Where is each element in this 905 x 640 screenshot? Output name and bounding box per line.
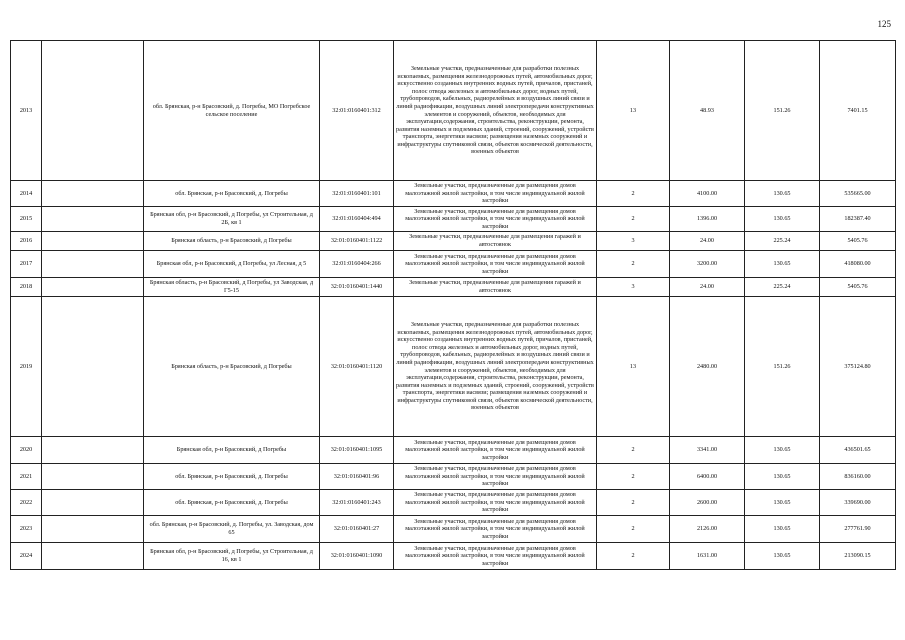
row-number: 2024 xyxy=(11,543,42,570)
address-cell: Брянская обл, р-н Брасовский, д Погребы, ул Лесная, д 5 xyxy=(144,251,320,278)
area-cell: 3341.00 xyxy=(670,437,745,464)
cadastral-cost-cell: 436501.65 xyxy=(820,437,896,464)
table-row xyxy=(11,464,896,490)
cadastral-number-cell: 32:01:0160401:96 xyxy=(320,464,394,490)
area-cell: 6400.00 xyxy=(670,464,745,490)
land-use-cell: Земельные участки, предназначенные для разработки полезных ископаемых, размещения железнодорожных путей, автомобильных дорог, искусственно созданных внутренних водных путей, причалов, пристаней, полос отвода железных и автомобильных дорог, водных путей, трубопроводов, кабельных, радиорелейных и воздушных линий связи и линий радиофикации, воздушных линий электропередачи конструктивных элементов и сооружений, объектов, необходимых для эксплуатации,содержания, строительства, реконструкции, ремонта, развития наземных и подземных зданий, строений, сооружений, устройств транспорта, энергетики иасвязи; размещения наземных сооружений и инфраструктуры спутниковой связи, объектов космической деятельности, военных объектов xyxy=(394,41,597,181)
area-cell: 1631.00 xyxy=(670,543,745,570)
cadastral-register-table xyxy=(10,40,896,570)
group-cell: 3 xyxy=(597,232,670,251)
empty-cell xyxy=(42,232,144,251)
address-cell: обл. Брянская, р-н Брасовский, д. Погребы, МО Погребское сельское поселение xyxy=(144,41,320,181)
rate-cell: 225.24 xyxy=(745,278,820,297)
page-number: 125 xyxy=(877,19,891,29)
land-use-cell: Земельные участки, предназначенные для размещения домов малоэтажной жилой застройки, в том числе индивидуальной жилой застройки xyxy=(394,516,597,543)
group-cell: 2 xyxy=(597,181,670,207)
land-use-cell: Земельные участки, предназначенные для размещения домов малоэтажной жилой застройки, в том числе индивидуальной жилой застройки xyxy=(394,464,597,490)
address-cell: обл. Брянская, р-н Брасовский, д. Погребы, ул. Заводская, дом 65 xyxy=(144,516,320,543)
group-cell: 2 xyxy=(597,437,670,464)
cadastral-number-cell: 32:01:0160401:243 xyxy=(320,490,394,516)
area-cell: 24.00 xyxy=(670,278,745,297)
table-row xyxy=(11,543,896,570)
rate-cell: 225.24 xyxy=(745,232,820,251)
table-row xyxy=(11,278,896,297)
area-cell: 1396.00 xyxy=(670,207,745,232)
rate-cell: 151.26 xyxy=(745,41,820,181)
group-cell: 3 xyxy=(597,278,670,297)
rate-cell: 130.65 xyxy=(745,516,820,543)
row-number: 2021 xyxy=(11,464,42,490)
area-cell: 3200.00 xyxy=(670,251,745,278)
group-cell: 13 xyxy=(597,41,670,181)
rate-cell: 151.26 xyxy=(745,297,820,437)
cadastral-cost-cell: 535665.00 xyxy=(820,181,896,207)
area-cell: 2480.00 xyxy=(670,297,745,437)
empty-cell xyxy=(42,516,144,543)
row-number: 2015 xyxy=(11,207,42,232)
row-number: 2013 xyxy=(11,41,42,181)
row-number: 2019 xyxy=(11,297,42,437)
table-row xyxy=(11,41,896,181)
group-cell: 2 xyxy=(597,490,670,516)
rate-cell: 130.65 xyxy=(745,207,820,232)
cadastral-cost-cell: 182387.40 xyxy=(820,207,896,232)
cadastral-number-cell: 32:01:0160401:27 xyxy=(320,516,394,543)
address-cell: Брянская область, р-н Брасовский, д Погребы xyxy=(144,232,320,251)
cadastral-number-cell: 32:01:0160401:1440 xyxy=(320,278,394,297)
row-number: 2020 xyxy=(11,437,42,464)
empty-cell xyxy=(42,464,144,490)
cadastral-cost-cell: 339690.00 xyxy=(820,490,896,516)
rate-cell: 130.65 xyxy=(745,490,820,516)
area-cell: 4100.00 xyxy=(670,181,745,207)
table-row xyxy=(11,251,896,278)
cadastral-cost-cell: 7401.15 xyxy=(820,41,896,181)
address-cell: Брянская область, р-н Брасовский, д Погребы xyxy=(144,297,320,437)
address-cell: обл. Брянская, р-н Брасовский, д. Погребы xyxy=(144,181,320,207)
land-use-cell: Земельные участки, предназначенные для размещения домов малоэтажной жилой застройки, в том числе индивидуальной жилой застройки xyxy=(394,490,597,516)
cadastral-cost-cell: 375124.80 xyxy=(820,297,896,437)
empty-cell xyxy=(42,297,144,437)
area-cell: 24.00 xyxy=(670,232,745,251)
cadastral-number-cell: 32:01:0160401:1095 xyxy=(320,437,394,464)
address-cell: обл. Брянская, р-н Брасовский, д. Погребы xyxy=(144,464,320,490)
cadastral-cost-cell: 836160.00 xyxy=(820,464,896,490)
land-use-cell: Земельные участки, предназначенные для разработки полезных ископаемых, размещения железнодорожных путей, автомобильных дорог, искусственно созданных внутренних водных путей, причалов, пристаней, полос отвода железных и автомобильных дорог, водных путей, трубопроводов, кабельных, радиорелейных и воздушных линий связи и линий радиофикации, воздушных линий электропередачи конструктивных элементов и сооружений, объектов, необходимых для эксплуатации,содержания, строительства, реконструкции, ремонта, развития наземных и подземных зданий, строений, сооружений, устройств транспорта, энергетики иасвязи; размещения наземных сооружений и инфраструктуры спутниковой связи, объектов космической деятельности, военных объектов xyxy=(394,297,597,437)
table-row xyxy=(11,181,896,207)
empty-cell xyxy=(42,437,144,464)
rate-cell: 130.65 xyxy=(745,181,820,207)
rate-cell: 130.65 xyxy=(745,437,820,464)
row-number: 2017 xyxy=(11,251,42,278)
address-cell: Брянская обл, р-н Брасовский, д Погребы xyxy=(144,437,320,464)
cadastral-number-cell: 32:01:0160401:1120 xyxy=(320,297,394,437)
address-cell: Брянская обл, р-н Брасовский, д Погребы, ул Строительная, д 16, кв 1 xyxy=(144,543,320,570)
group-cell: 2 xyxy=(597,516,670,543)
empty-cell xyxy=(42,207,144,232)
cadastral-number-cell: 32:01:0160404:494 xyxy=(320,207,394,232)
row-number: 2014 xyxy=(11,181,42,207)
cadastral-number-cell: 32:01:0160401:312 xyxy=(320,41,394,181)
area-cell: 2126.00 xyxy=(670,516,745,543)
group-cell: 2 xyxy=(597,543,670,570)
rate-cell: 130.65 xyxy=(745,251,820,278)
empty-cell xyxy=(42,41,144,181)
cadastral-cost-cell: 5405.76 xyxy=(820,278,896,297)
land-use-cell: Земельные участки, предназначенные для размещения домов малоэтажной жилой застройки, в том числе индивидуальной жилой застройки xyxy=(394,543,597,570)
group-cell: 2 xyxy=(597,464,670,490)
land-use-cell: Земельные участки, предназначенные для размещения домов малоэтажной жилой застройки, в том числе индивидуальной жилой застройки xyxy=(394,437,597,464)
table-row xyxy=(11,490,896,516)
group-cell: 2 xyxy=(597,251,670,278)
group-cell: 13 xyxy=(597,297,670,437)
group-cell: 2 xyxy=(597,207,670,232)
cadastral-cost-cell: 277761.90 xyxy=(820,516,896,543)
empty-cell xyxy=(42,278,144,297)
land-use-cell: Земельные участки, предназначенные для размещения домов малоэтажной жилой застройки, в том числе индивидуальной жилой застройки xyxy=(394,207,597,232)
row-number: 2023 xyxy=(11,516,42,543)
cadastral-cost-cell: 418080.00 xyxy=(820,251,896,278)
area-cell: 2600.00 xyxy=(670,490,745,516)
cadastral-number-cell: 32:01:0160401:1090 xyxy=(320,543,394,570)
address-cell: обл. Брянская, р-н Брасовский, д. Погребы xyxy=(144,490,320,516)
empty-cell xyxy=(42,490,144,516)
table-row xyxy=(11,232,896,251)
land-use-cell: Земельные участки, предназначенные для размещения домов малоэтажной жилой застройки, в том числе индивидуальной жилой застройки xyxy=(394,181,597,207)
row-number: 2018 xyxy=(11,278,42,297)
row-number: 2016 xyxy=(11,232,42,251)
table-row xyxy=(11,297,896,437)
empty-cell xyxy=(42,181,144,207)
table-row xyxy=(11,207,896,232)
land-use-cell: Земельные участки, предназначенные для размещения гаражей и автостоянок xyxy=(394,278,597,297)
cadastral-number-cell: 32:01:0160404:266 xyxy=(320,251,394,278)
empty-cell xyxy=(42,543,144,570)
area-cell: 48.93 xyxy=(670,41,745,181)
address-cell: Брянская обл, р-н Брасовский, д Погребы, ул Строительная, д 2Б, кв 1 xyxy=(144,207,320,232)
address-cell: Брянская область, р-н Брасовский, д Погребы, ул Заводская, д Г5-15 xyxy=(144,278,320,297)
cadastral-cost-cell: 5405.76 xyxy=(820,232,896,251)
cadastral-cost-cell: 213090.15 xyxy=(820,543,896,570)
table-row xyxy=(11,437,896,464)
land-use-cell: Земельные участки, предназначенные для размещения гаражей и автостоянок xyxy=(394,232,597,251)
table-row xyxy=(11,516,896,543)
cadastral-number-cell: 32:01:0160401:101 xyxy=(320,181,394,207)
rate-cell: 130.65 xyxy=(745,543,820,570)
rate-cell: 130.65 xyxy=(745,464,820,490)
cadastral-number-cell: 32:01:0160401:1122 xyxy=(320,232,394,251)
empty-cell xyxy=(42,251,144,278)
land-use-cell: Земельные участки, предназначенные для размещения домов малоэтажной жилой застройки, в том числе индивидуальной жилой застройки xyxy=(394,251,597,278)
row-number: 2022 xyxy=(11,490,42,516)
